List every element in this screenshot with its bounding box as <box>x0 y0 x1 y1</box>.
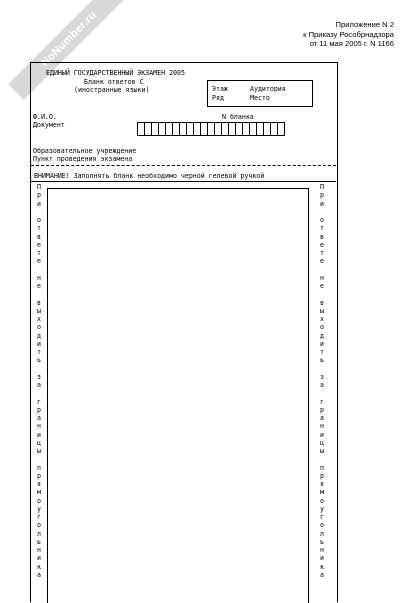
side-letter: в <box>37 298 41 307</box>
side-letter: ы <box>37 306 41 315</box>
auditorium-label: Аудитория <box>250 85 286 93</box>
side-letter <box>35 290 43 298</box>
row-label: Ряд <box>212 94 224 102</box>
side-letter: а <box>37 381 41 389</box>
side-letter: р <box>37 191 41 200</box>
side-letter: р <box>37 471 41 480</box>
side-letter: в <box>320 298 324 307</box>
side-letter <box>318 455 326 463</box>
side-letter <box>318 266 326 274</box>
side-letter: о <box>37 521 41 530</box>
side-letter: р <box>320 191 324 200</box>
side-letter: к <box>320 562 324 571</box>
side-letter: а <box>320 570 324 579</box>
side-letter: е <box>37 257 41 266</box>
side-letter <box>318 365 326 373</box>
side-letter: е <box>37 282 41 290</box>
side-letter: н <box>37 273 41 282</box>
side-letter: д <box>37 331 41 340</box>
document-label: Документ <box>33 121 65 129</box>
side-letter <box>35 266 43 274</box>
side-letter: П <box>320 183 324 191</box>
floor-label: Этаж <box>212 85 228 93</box>
seat-label: Место <box>250 94 270 102</box>
side-letter: е <box>320 257 324 266</box>
side-letter <box>318 208 326 216</box>
side-text-right <box>318 183 326 579</box>
side-letter: ц <box>320 438 324 447</box>
side-letter: т <box>320 348 324 356</box>
side-letter: ь <box>37 537 41 546</box>
side-letter: ц <box>37 438 41 447</box>
watermark: NoNumber.ru <box>8 0 130 100</box>
separator-solid <box>31 181 336 182</box>
side-letter: я <box>320 480 324 488</box>
side-letter: ы <box>320 447 324 455</box>
side-letter: р <box>37 405 41 414</box>
form-title: ЕДИНЫЙ ГОСУДАРСТВЕННЫЙ ЭКЗАМЕН 2005 <box>46 69 185 77</box>
side-letter: т <box>320 249 324 257</box>
side-letter: н <box>320 546 324 554</box>
exam-place-box[interactable] <box>207 80 313 107</box>
side-letter: р <box>320 471 324 480</box>
side-letter: п <box>320 463 324 472</box>
side-letter <box>35 455 43 463</box>
side-letter: ы <box>320 306 324 315</box>
side-letter: н <box>37 422 41 431</box>
side-letter: г <box>320 513 324 521</box>
side-letter: к <box>37 562 41 571</box>
side-letter: з <box>37 372 41 381</box>
side-letter: а <box>320 414 324 422</box>
side-letter <box>318 290 326 298</box>
exam-point-label: Пункт проведения экзамена <box>33 155 133 163</box>
fio-label: Ф.И.О. <box>33 113 57 121</box>
appendix-line: от 11 мая 2005 г. N 1166 <box>309 39 394 49</box>
side-letter: о <box>320 496 324 505</box>
side-letter: и <box>320 199 324 208</box>
side-letter: и <box>37 339 41 348</box>
side-letter: ь <box>320 356 324 365</box>
appendix-line: к Приказу Рособрнадзора <box>303 29 394 39</box>
side-letter: в <box>37 232 41 241</box>
side-letter: в <box>320 232 324 241</box>
institution-label: Образовательное учреждение <box>33 147 137 155</box>
side-letter: и <box>37 199 41 208</box>
side-letter: т <box>320 224 324 233</box>
side-letter: о <box>320 216 324 224</box>
side-letter: а <box>320 381 324 389</box>
form-frame-top <box>30 62 338 63</box>
side-letter <box>35 389 43 397</box>
side-letter: р <box>320 405 324 414</box>
side-letter <box>35 208 43 216</box>
side-letter: у <box>320 504 324 513</box>
side-letter: и <box>37 554 41 563</box>
appendix-note <box>303 20 394 49</box>
side-letter: м <box>37 488 41 497</box>
side-letter: г <box>37 397 41 406</box>
side-letter: е <box>320 240 324 249</box>
side-letter: о <box>37 323 41 332</box>
side-letter: т <box>37 348 41 356</box>
side-letter: х <box>37 315 41 323</box>
side-letter: т <box>37 224 41 233</box>
side-letter: ы <box>37 447 41 455</box>
side-letter: е <box>37 240 41 249</box>
side-letter: х <box>320 315 324 323</box>
side-letter: о <box>37 496 41 505</box>
side-letter: г <box>37 513 41 521</box>
side-letter: а <box>37 414 41 422</box>
side-letter: н <box>320 422 324 431</box>
side-letter: г <box>320 397 324 406</box>
side-letter: п <box>37 463 41 472</box>
side-letter: о <box>320 323 324 332</box>
appendix-line: Приложение N 2 <box>335 20 394 29</box>
side-letter: ь <box>37 356 41 365</box>
blank-number-cell[interactable] <box>277 122 285 136</box>
side-letter: д <box>320 331 324 340</box>
side-letter: и <box>320 554 324 563</box>
side-letter: т <box>37 249 41 257</box>
side-letter <box>35 365 43 373</box>
side-letter: м <box>320 488 324 497</box>
warning-text: ВНИМАНИЕ! Заполнять бланк необходимо черной гелевой ручкой <box>34 172 265 180</box>
side-letter: а <box>37 570 41 579</box>
side-letter: у <box>37 504 41 513</box>
form-subject: (иностранные языки) <box>74 86 150 94</box>
answer-area[interactable] <box>47 188 309 603</box>
side-letter: л <box>37 529 41 538</box>
side-letter: о <box>37 216 41 224</box>
blank-number-cells[interactable] <box>137 122 284 136</box>
side-letter: н <box>320 273 324 282</box>
side-letter: л <box>320 529 324 538</box>
side-letter: П <box>37 183 41 191</box>
side-letter: ь <box>320 537 324 546</box>
side-letter: н <box>37 546 41 554</box>
side-letter: е <box>320 282 324 290</box>
side-text-left <box>35 183 43 579</box>
side-letter: и <box>320 339 324 348</box>
form-subtitle: Бланк ответов C <box>84 78 144 86</box>
separator-dashed <box>31 165 336 166</box>
blank-number-label: N бланка <box>222 113 254 121</box>
side-letter: и <box>320 430 324 439</box>
side-letter: о <box>320 521 324 530</box>
side-letter: з <box>320 372 324 381</box>
side-letter: и <box>37 430 41 439</box>
side-letter <box>318 389 326 397</box>
side-letter: я <box>37 480 41 488</box>
